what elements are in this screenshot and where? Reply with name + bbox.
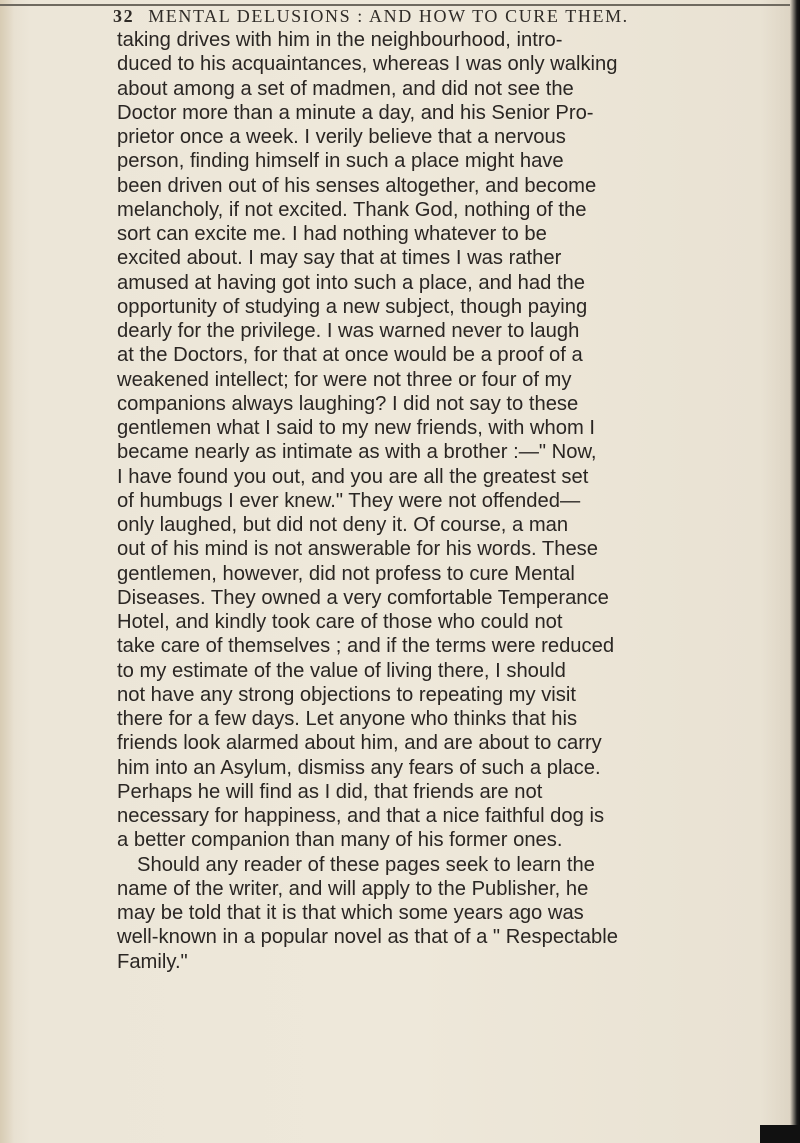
text-line: person, finding himself in such a place might have <box>117 150 564 173</box>
text-line: Diseases. They owned a very comfortable Temperance <box>117 586 609 609</box>
text-line: duced to his acquaintances, whereas I was only walking <box>117 53 618 76</box>
text-line: opportunity of studying a new subject, though paying <box>117 295 588 318</box>
text-line: may be told that it is that which some years ago was <box>117 902 584 924</box>
text-line: gentlemen what I said to my new friends, with whom I <box>117 417 595 439</box>
text-line: of humbugs I ever knew." They were not offended— <box>117 489 581 512</box>
text-line: friends look alarmed about him, and are about to carry <box>117 732 602 755</box>
text-line: weakened intellect; for were not three or four of my <box>117 368 572 391</box>
text-line: Doctor more than a minute a day, and his Senior Pro- <box>117 101 594 124</box>
text-line: at the Doctors, for that at once would be a proof of a <box>117 344 583 367</box>
text-line: him into an Asylum, dismiss any fears of such a place. <box>117 756 601 779</box>
text-line: became nearly as intimate as with a brother :—" Now, <box>117 441 597 464</box>
text-line: excited about. I may say that at times I was rather <box>117 247 562 270</box>
text-line: companions always laughing? I did not say to these <box>117 392 579 415</box>
text-line: gentlemen, however, did not profess to cure Mental <box>117 562 575 585</box>
text-line: name of the writer, and will apply to the Publisher, he <box>117 877 589 900</box>
text-line: taking drives with him in the neighbourhood, intro- <box>117 29 563 51</box>
text-line: sort can excite me. I had nothing whatever to be <box>117 223 547 245</box>
running-title: MENTAL DELUSIONS : AND HOW TO CURE THEM. <box>148 6 629 26</box>
text-line: Hotel, and kindly took care of those who could not <box>117 611 563 633</box>
text-line: a better companion than many of his former ones. <box>117 829 563 852</box>
text-line: to my estimate of the value of living there, I should <box>117 659 566 682</box>
text-line: only laughed, but did not deny it. Of course, a man <box>117 514 569 536</box>
corner-shadow <box>760 1125 800 1143</box>
text-line: well-known in a popular novel as that of a " Respectable <box>117 926 618 949</box>
text-line: not have any strong objections to repeating my visit <box>117 683 576 706</box>
text-line: there for a few days. Let anyone who thinks that his <box>117 708 578 730</box>
text-line: necessary for happiness, and that a nice faithful dog is <box>117 805 605 827</box>
running-header <box>113 6 773 30</box>
body-text <box>117 28 777 974</box>
text-line: melancholy, if not excited. Thank God, nothing of the <box>117 198 587 221</box>
text-line: take care of themselves ; and if the terms were reduced <box>117 635 615 658</box>
text-line: Should any reader of these pages seek to learn the <box>137 853 595 876</box>
text-line: out of his mind is not answerable for his words. These <box>117 538 599 561</box>
text-line: prietor once a week. I verily believe that a nervous <box>117 126 566 148</box>
page-number: 32 <box>113 6 135 26</box>
page-edge-shadow <box>790 0 800 1143</box>
text-line: about among a set of madmen, and did not see the <box>117 77 574 100</box>
text-line: I have found you out, and you are all the greatest set <box>117 465 589 488</box>
page-gutter-shadow <box>0 0 14 1143</box>
text-line: Perhaps he will find as I did, that friends are not <box>117 780 543 803</box>
text-line: Family." <box>117 950 188 973</box>
text-line: amused at having got into such a place, and had the <box>117 271 586 294</box>
text-line: dearly for the privilege. I was warned never to laugh <box>117 320 580 342</box>
text-line: been driven out of his senses altogether, and become <box>117 174 597 197</box>
